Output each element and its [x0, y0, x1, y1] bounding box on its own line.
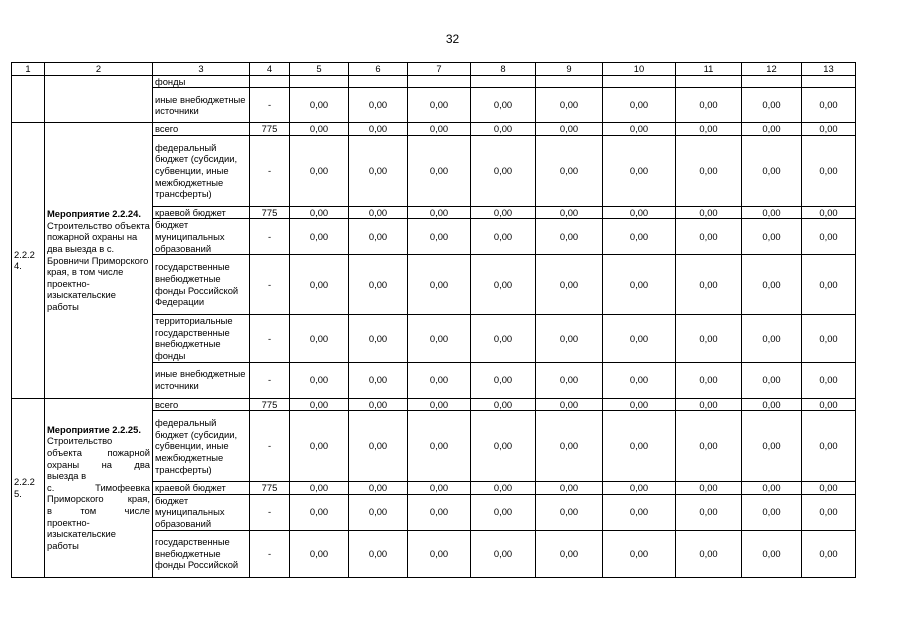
- column-header: 3: [153, 63, 250, 76]
- funding-source: государственные внебюджетные фонды Российской: [153, 530, 250, 577]
- col4-value: [250, 75, 290, 88]
- amount-cell: 0,00: [802, 88, 856, 123]
- amount-cell: 0,00: [471, 123, 536, 136]
- col4-value: -: [250, 362, 290, 398]
- amount-cell: 0,00: [742, 398, 802, 411]
- measure-title: Мероприятие 2.2.24.: [47, 208, 141, 220]
- amount-cell: 0,00: [471, 135, 536, 206]
- amount-cell: 0,00: [603, 206, 676, 219]
- measure-code-text: 2.2.24.: [14, 248, 35, 272]
- amount-cell: 0,00: [408, 255, 471, 315]
- amount-cell: 0,00: [742, 411, 802, 482]
- column-header: 13: [802, 63, 856, 76]
- amount-cell: 0,00: [742, 362, 802, 398]
- amount-cell: 0,00: [603, 530, 676, 577]
- amount-cell: 0,00: [603, 135, 676, 206]
- amount-cell: 0,00: [676, 494, 742, 530]
- amount-cell: [290, 75, 349, 88]
- column-header: 12: [742, 63, 802, 76]
- amount-cell: 0,00: [290, 88, 349, 123]
- funding-source: всего: [153, 123, 250, 136]
- amount-cell: 0,00: [676, 398, 742, 411]
- table-row: [12, 75, 856, 88]
- column-number-row: [12, 63, 856, 76]
- amount-cell: 0,00: [603, 362, 676, 398]
- amount-cell: 0,00: [471, 494, 536, 530]
- amount-cell: 0,00: [408, 362, 471, 398]
- amount-cell: 0,00: [802, 482, 856, 495]
- amount-cell: 0,00: [349, 219, 408, 255]
- amount-cell: 0,00: [471, 482, 536, 495]
- measure-name: [45, 123, 153, 398]
- amount-cell: 0,00: [603, 482, 676, 495]
- amount-cell: 0,00: [536, 494, 603, 530]
- measure-description-line: Строительство: [47, 435, 113, 447]
- amount-cell: 0,00: [742, 219, 802, 255]
- amount-cell: 0,00: [742, 494, 802, 530]
- measure-description-line: охраны на два: [47, 458, 150, 470]
- amount-cell: 0,00: [290, 255, 349, 315]
- amount-cell: 0,00: [802, 398, 856, 411]
- amount-cell: 0,00: [802, 411, 856, 482]
- column-header: 6: [349, 63, 408, 76]
- funding-source: фонды: [153, 75, 250, 88]
- amount-cell: 0,00: [742, 315, 802, 362]
- amount-cell: [408, 75, 471, 88]
- amount-cell: 0,00: [408, 482, 471, 495]
- funding-source: краевой бюджет: [153, 206, 250, 219]
- funding-source: федеральный бюджет (субсидии, субвенции, иные межбюджетные трансферты): [153, 411, 250, 482]
- measure-description: Строительство объекта пожарной охраны на два выезда в с. Бровничи Приморского края, в том числе проектно-изыскательские работы: [47, 219, 150, 312]
- amount-cell: 0,00: [742, 206, 802, 219]
- col4-value: 775: [250, 206, 290, 219]
- amount-cell: 0,00: [408, 88, 471, 123]
- funding-table: [11, 62, 856, 578]
- funding-source: иные внебюджетные источники: [153, 362, 250, 398]
- amount-cell: 0,00: [349, 123, 408, 136]
- amount-cell: [349, 75, 408, 88]
- amount-cell: 0,00: [802, 219, 856, 255]
- col4-value: -: [250, 494, 290, 530]
- amount-cell: 0,00: [408, 206, 471, 219]
- amount-cell: 0,00: [290, 398, 349, 411]
- col4-value: 775: [250, 398, 290, 411]
- measure-description-line: изыскательские: [47, 528, 116, 540]
- funding-source: федеральный бюджет (субсидии, субвенции, иные межбюджетные трансферты): [153, 135, 250, 206]
- amount-cell: 0,00: [676, 482, 742, 495]
- amount-cell: 0,00: [349, 494, 408, 530]
- amount-cell: [603, 75, 676, 88]
- amount-cell: 0,00: [408, 123, 471, 136]
- amount-cell: 0,00: [290, 219, 349, 255]
- measure-description-line: Приморского края,: [47, 493, 150, 505]
- funding-source: территориальные государственные внебюджетные фонды: [153, 315, 250, 362]
- col4-value: -: [250, 135, 290, 206]
- amount-cell: 0,00: [290, 530, 349, 577]
- amount-cell: 0,00: [349, 398, 408, 411]
- amount-cell: 0,00: [536, 123, 603, 136]
- measure-code: [12, 123, 45, 398]
- col4-value: -: [250, 315, 290, 362]
- amount-cell: 0,00: [742, 530, 802, 577]
- amount-cell: 0,00: [290, 411, 349, 482]
- col4-value: -: [250, 411, 290, 482]
- measure-description-line: проектно-: [47, 516, 90, 528]
- amount-cell: 0,00: [742, 135, 802, 206]
- amount-cell: 0,00: [536, 398, 603, 411]
- col4-value: -: [250, 255, 290, 315]
- amount-cell: 0,00: [676, 362, 742, 398]
- amount-cell: 0,00: [676, 530, 742, 577]
- column-header: 1: [12, 63, 45, 76]
- amount-cell: 0,00: [536, 482, 603, 495]
- funding-source: государственные внебюджетные фонды Российской Федерации: [153, 255, 250, 315]
- funding-source: бюджет муниципальных образований: [153, 494, 250, 530]
- amount-cell: 0,00: [408, 411, 471, 482]
- table-row: [12, 123, 856, 136]
- column-header: 4: [250, 63, 290, 76]
- amount-cell: 0,00: [603, 494, 676, 530]
- amount-cell: 0,00: [802, 530, 856, 577]
- measure-description-line: работы: [47, 539, 79, 551]
- amount-cell: [676, 75, 742, 88]
- table-row: [12, 398, 856, 411]
- funding-source: всего: [153, 398, 250, 411]
- page-number: 32: [445, 32, 460, 46]
- amount-cell: 0,00: [802, 315, 856, 362]
- amount-cell: 0,00: [349, 411, 408, 482]
- amount-cell: [471, 75, 536, 88]
- amount-cell: 0,00: [290, 494, 349, 530]
- amount-cell: 0,00: [603, 315, 676, 362]
- amount-cell: 0,00: [603, 255, 676, 315]
- amount-cell: 0,00: [676, 123, 742, 136]
- amount-cell: 0,00: [408, 398, 471, 411]
- measure-code-text: 2.2.25.: [14, 475, 35, 499]
- amount-cell: 0,00: [471, 530, 536, 577]
- amount-cell: 0,00: [536, 88, 603, 123]
- amount-cell: 0,00: [349, 315, 408, 362]
- measure-description-line: с. Тимофеевка: [47, 481, 150, 493]
- amount-cell: 0,00: [408, 315, 471, 362]
- amount-cell: 0,00: [536, 315, 603, 362]
- amount-cell: 0,00: [349, 530, 408, 577]
- amount-cell: 0,00: [290, 482, 349, 495]
- amount-cell: 0,00: [676, 88, 742, 123]
- amount-cell: 0,00: [471, 315, 536, 362]
- column-header: 10: [603, 63, 676, 76]
- amount-cell: 0,00: [676, 255, 742, 315]
- amount-cell: 0,00: [290, 362, 349, 398]
- amount-cell: 0,00: [536, 255, 603, 315]
- amount-cell: 0,00: [349, 482, 408, 495]
- amount-cell: 0,00: [536, 135, 603, 206]
- amount-cell: 0,00: [742, 482, 802, 495]
- amount-cell: 0,00: [603, 123, 676, 136]
- measure-description: [47, 435, 150, 551]
- amount-cell: 0,00: [536, 530, 603, 577]
- amount-cell: 0,00: [290, 135, 349, 206]
- amount-cell: 0,00: [742, 255, 802, 315]
- amount-cell: 0,00: [349, 362, 408, 398]
- amount-cell: 0,00: [471, 219, 536, 255]
- name-cell-empty: [45, 75, 153, 123]
- code-cell-empty: [12, 75, 45, 123]
- amount-cell: 0,00: [536, 219, 603, 255]
- column-header: 9: [536, 63, 603, 76]
- amount-cell: 0,00: [408, 135, 471, 206]
- amount-cell: 0,00: [471, 411, 536, 482]
- amount-cell: 0,00: [603, 88, 676, 123]
- funding-source: иные внебюджетные источники: [153, 88, 250, 123]
- measure-code: [12, 398, 45, 577]
- amount-cell: 0,00: [742, 88, 802, 123]
- amount-cell: 0,00: [802, 206, 856, 219]
- measure-name: [45, 398, 153, 577]
- amount-cell: 0,00: [742, 123, 802, 136]
- col4-value: 775: [250, 123, 290, 136]
- amount-cell: 0,00: [536, 206, 603, 219]
- column-header: 5: [290, 63, 349, 76]
- amount-cell: 0,00: [471, 255, 536, 315]
- amount-cell: 0,00: [676, 206, 742, 219]
- amount-cell: 0,00: [802, 255, 856, 315]
- amount-cell: 0,00: [676, 135, 742, 206]
- amount-cell: 0,00: [536, 411, 603, 482]
- amount-cell: 0,00: [290, 206, 349, 219]
- amount-cell: 0,00: [802, 135, 856, 206]
- amount-cell: 0,00: [349, 135, 408, 206]
- amount-cell: 0,00: [471, 206, 536, 219]
- column-header: 2: [45, 63, 153, 76]
- amount-cell: 0,00: [408, 494, 471, 530]
- amount-cell: 0,00: [349, 206, 408, 219]
- column-header: 7: [408, 63, 471, 76]
- amount-cell: 0,00: [603, 219, 676, 255]
- amount-cell: 0,00: [676, 315, 742, 362]
- amount-cell: 0,00: [676, 411, 742, 482]
- amount-cell: [742, 75, 802, 88]
- funding-source: бюджет муниципальных образований: [153, 219, 250, 255]
- column-header: 8: [471, 63, 536, 76]
- amount-cell: 0,00: [290, 123, 349, 136]
- amount-cell: 0,00: [471, 398, 536, 411]
- amount-cell: 0,00: [349, 88, 408, 123]
- col4-value: -: [250, 530, 290, 577]
- col4-value: 775: [250, 482, 290, 495]
- column-header: 11: [676, 63, 742, 76]
- amount-cell: 0,00: [603, 398, 676, 411]
- amount-cell: [802, 75, 856, 88]
- measure-description-line: в том числе: [47, 504, 150, 516]
- amount-cell: 0,00: [802, 494, 856, 530]
- col4-value: -: [250, 219, 290, 255]
- col4-value: -: [250, 88, 290, 123]
- amount-cell: 0,00: [408, 219, 471, 255]
- funding-source: краевой бюджет: [153, 482, 250, 495]
- amount-cell: 0,00: [408, 530, 471, 577]
- amount-cell: 0,00: [471, 88, 536, 123]
- measure-title: Мероприятие 2.2.25.: [47, 423, 141, 435]
- amount-cell: 0,00: [802, 362, 856, 398]
- amount-cell: 0,00: [349, 255, 408, 315]
- amount-cell: 0,00: [603, 411, 676, 482]
- amount-cell: 0,00: [536, 362, 603, 398]
- amount-cell: 0,00: [676, 219, 742, 255]
- amount-cell: 0,00: [290, 315, 349, 362]
- measure-description-line: объекта пожарной: [47, 446, 150, 458]
- amount-cell: 0,00: [802, 123, 856, 136]
- amount-cell: 0,00: [471, 362, 536, 398]
- measure-description-line: выезда в: [47, 470, 87, 482]
- amount-cell: [536, 75, 603, 88]
